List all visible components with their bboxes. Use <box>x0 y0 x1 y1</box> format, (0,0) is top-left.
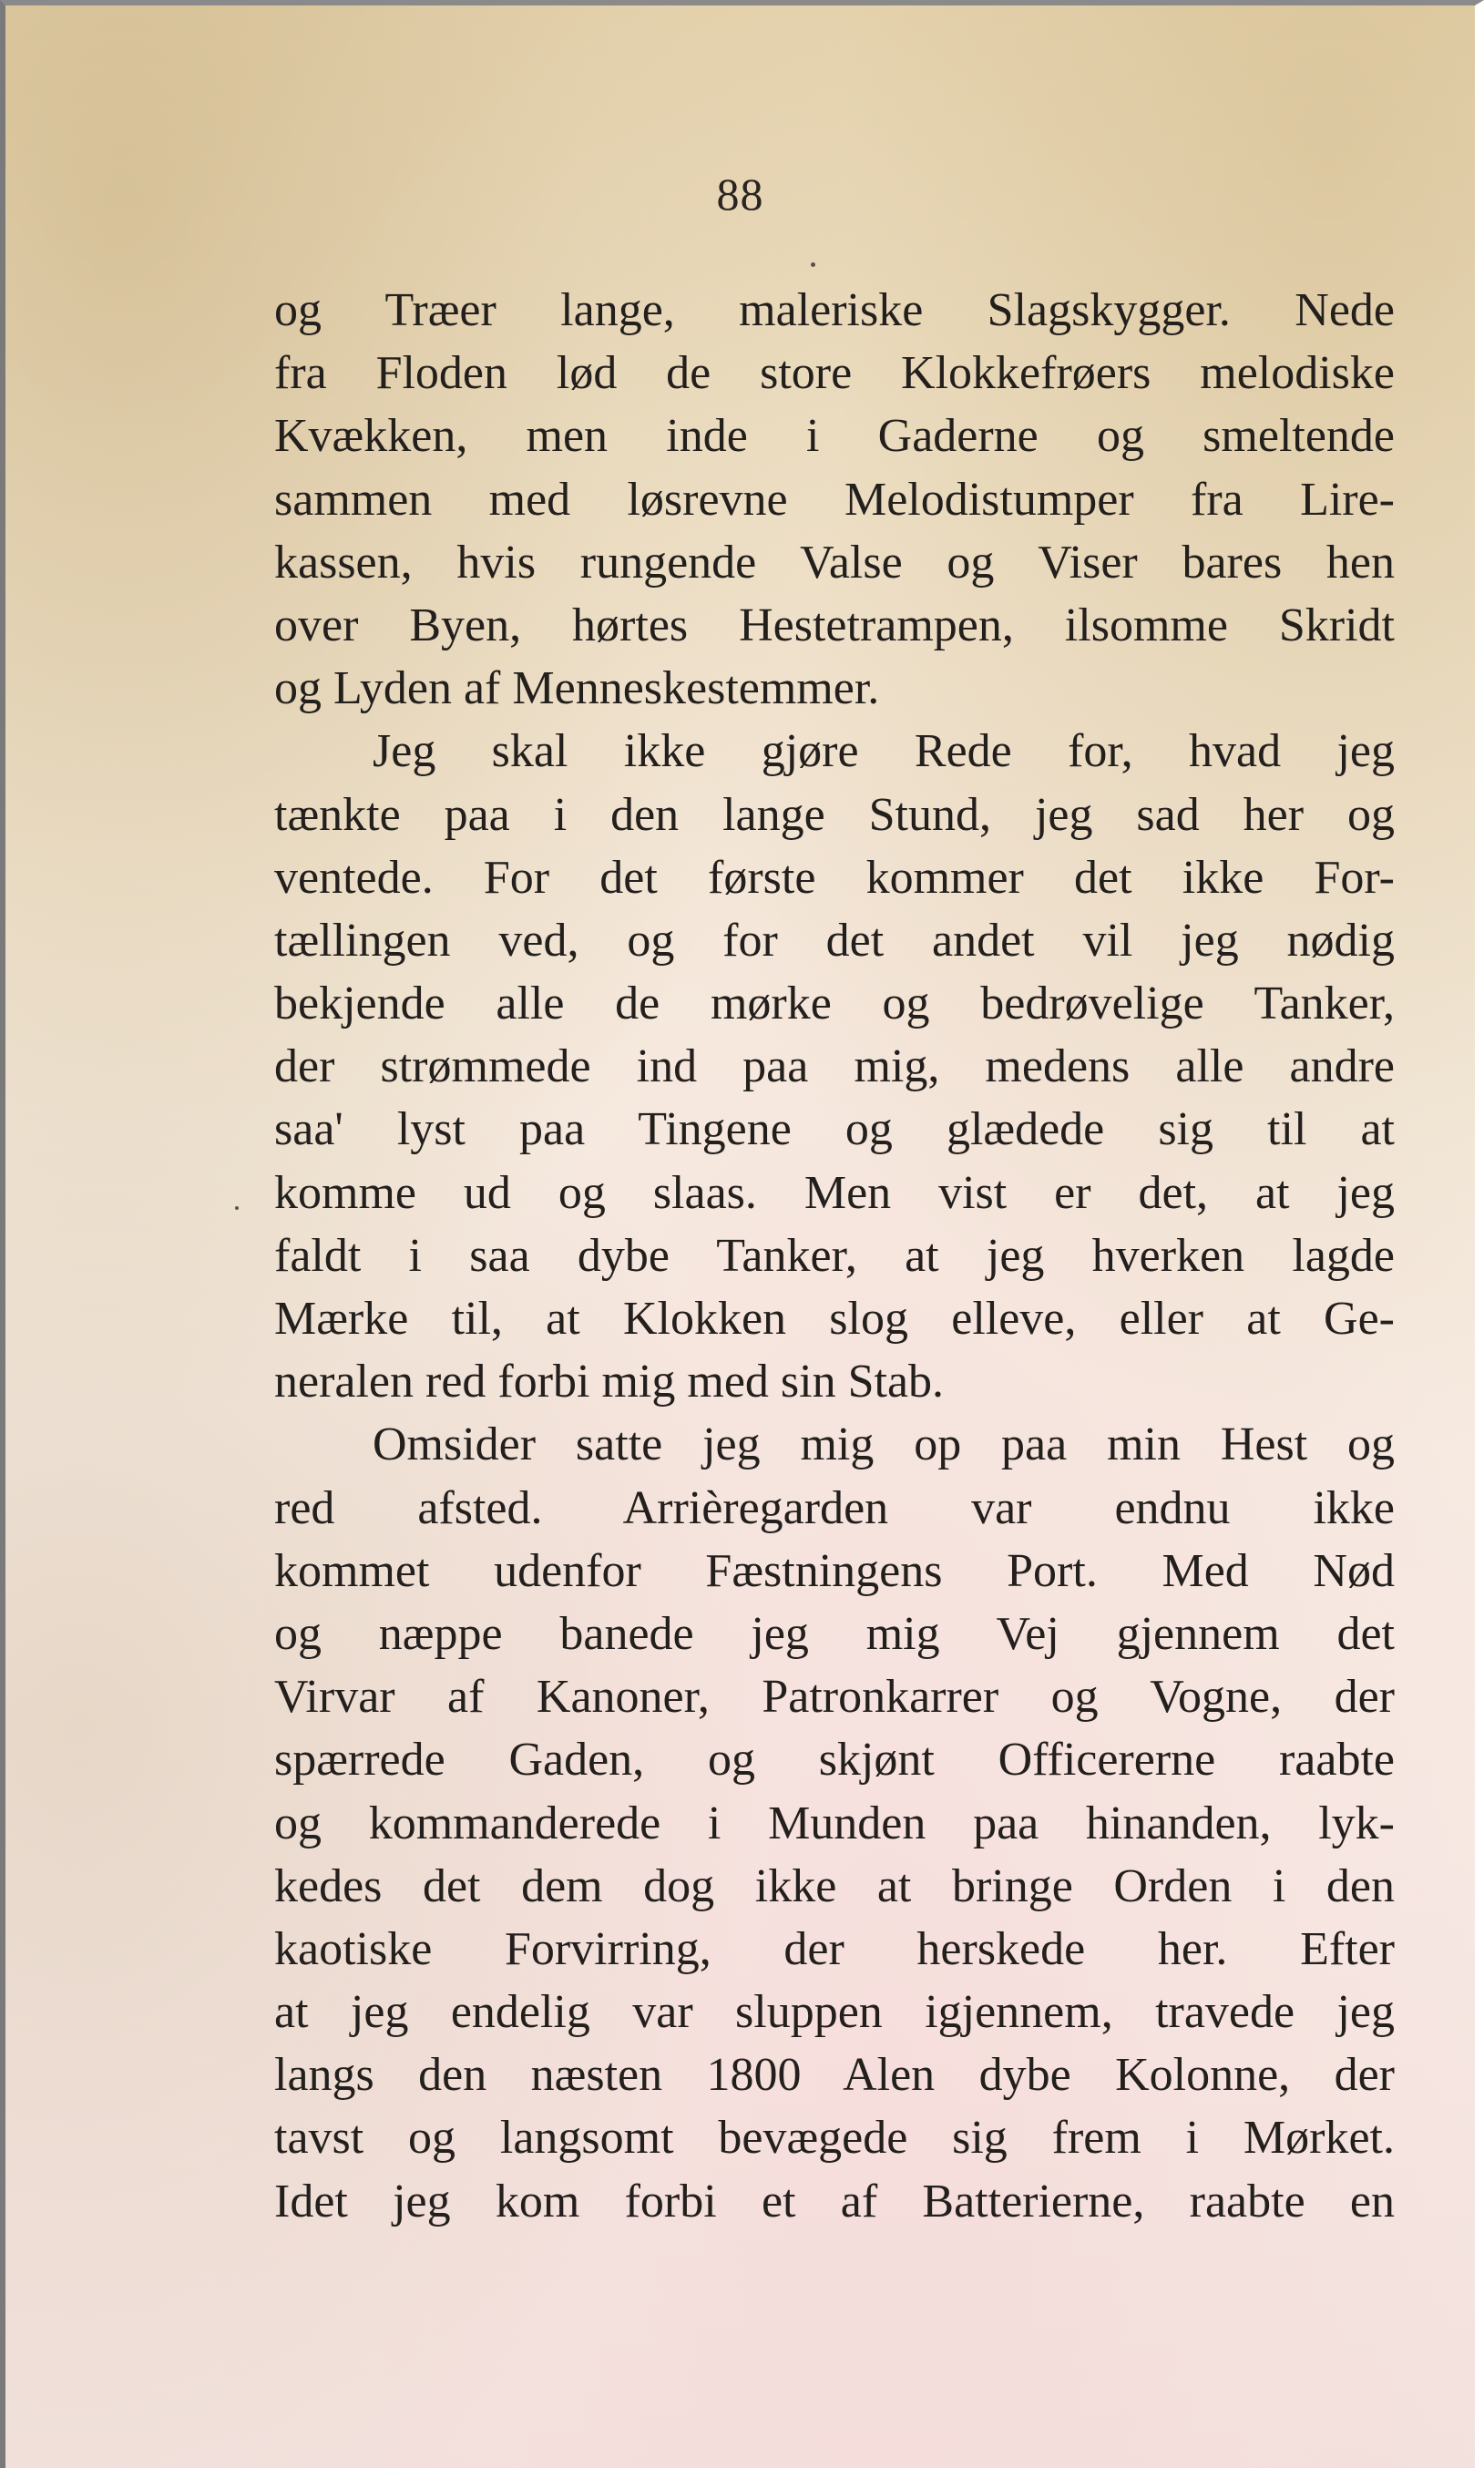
text-line: der strømmede ind paa mig, medens alle andre <box>274 1040 1395 1093</box>
text-line: komme ud og slaas. Men vist er det, at jeg <box>274 1166 1395 1219</box>
text-line: bekjende alle de mørke og bedrøvelige Tanker, <box>274 978 1395 1030</box>
text-line: ventede. For det første kommer det ikke For- <box>274 851 1395 904</box>
text-line: Virvar af Kanoner, Patronkarrer og Vogne, der <box>274 1671 1395 1724</box>
page-number: 88 <box>716 169 764 220</box>
text-line: kommet udenfor Fæstningens Port. Med Nød <box>274 1544 1395 1597</box>
paragraph-start-line: Jeg skal ikke gjøre Rede for, hvad jeg <box>373 725 1395 778</box>
ink-speck <box>811 262 815 267</box>
text-line: langs den næsten 1800 Alen dybe Kolonne, der <box>274 2049 1395 2102</box>
text-line: fra Floden lød de store Klokkefrøers melodiske <box>274 347 1395 400</box>
text-line: faldt i saa dybe Tanker, at jeg hverken lagde <box>274 1229 1395 1282</box>
text-line: og Træer lange, maleriske Slagskygger. Nede <box>274 284 1395 336</box>
body-text <box>274 279 1395 2233</box>
text-line: Idet jeg kom forbi et af Batterierne, raabte en <box>274 2175 1395 2227</box>
text-line: over Byen, hørtes Hestetrampen, ilsomme Skridt <box>274 599 1395 651</box>
text-line: sammen med løsrevne Melodistumper fra Lire- <box>274 473 1395 526</box>
text-line: og kommanderede i Munden paa hinanden, lyk- <box>274 1797 1395 1849</box>
paragraph-start-line: Omsider satte jeg mig op paa min Hest og <box>373 1418 1395 1471</box>
text-line: at jeg endelig var sluppen igjennem, travede jeg <box>274 1986 1395 2039</box>
text-line: tavst og langsomt bevægede sig frem i Mørket. <box>274 2112 1395 2165</box>
text-line: tænkte paa i den lange Stund, jeg sad her og <box>274 788 1395 841</box>
text-line: kedes det dem dog ikke at bringe Orden i den <box>274 1859 1395 1912</box>
text-line: kaotiske Forvirring, der herskede her. Efter <box>274 1922 1395 1975</box>
paragraph-end-line: og Lyden af Menneskestemmer. <box>274 662 880 715</box>
text-line: kassen, hvis rungende Valse og Viser bares hen <box>274 536 1395 589</box>
ink-speck <box>235 1206 239 1210</box>
paragraph-end-line: neralen red forbi mig med sin Stab. <box>274 1356 945 1408</box>
text-line: Mærke til, at Klokken slog elleve, eller at Ge- <box>274 1293 1395 1345</box>
text-line: Kvækken, men inde i Gaderne og smeltende <box>274 410 1395 463</box>
text-line: spærrede Gaden, og skjønt Officererne raabte <box>274 1734 1395 1787</box>
text-line: tællingen ved, og for det andet vil jeg nødig <box>274 914 1395 967</box>
text-line: og næppe banede jeg mig Vej gjennem det <box>274 1607 1395 1660</box>
text-line: saa' lyst paa Tingene og glædede sig til at <box>274 1103 1395 1156</box>
text-line: red afsted. Arrièregarden var endnu ikke <box>274 1481 1395 1534</box>
